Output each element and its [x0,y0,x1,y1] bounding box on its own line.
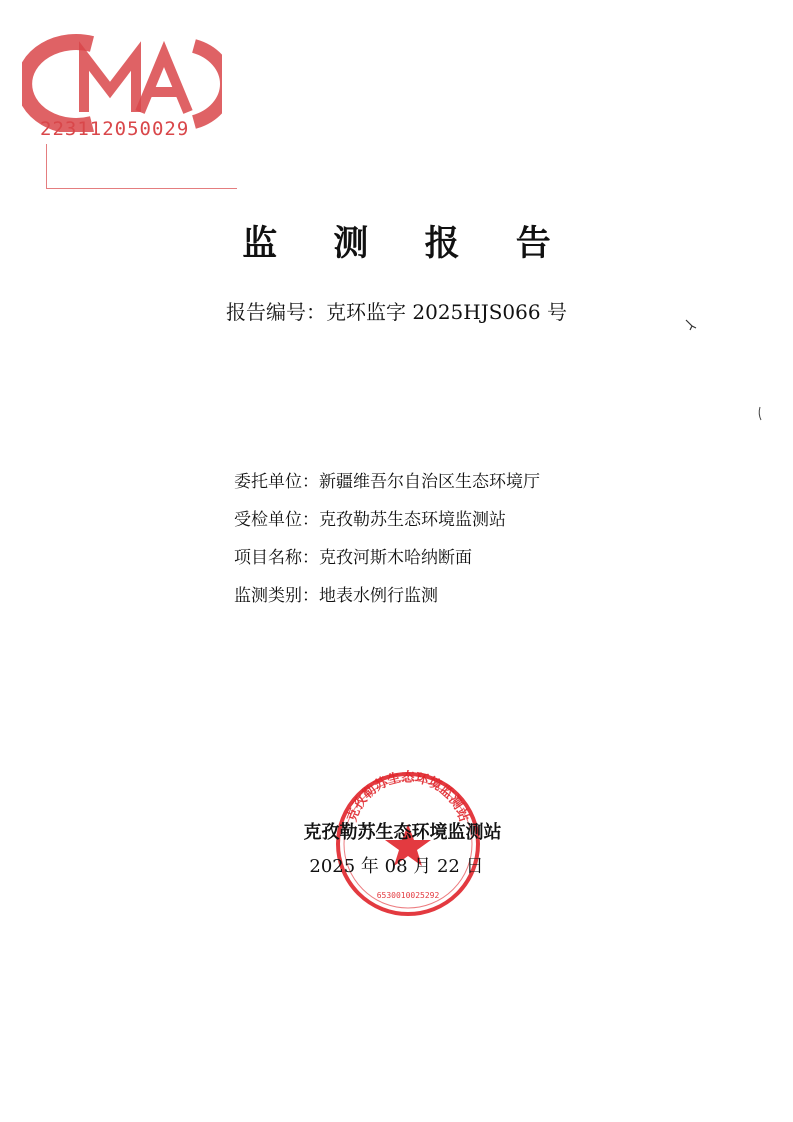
info-row-client [234,470,540,508]
scan-speck-icon [684,318,698,332]
seal-code: 6530010025292 [376,891,440,900]
info-label: 项目名称： [234,548,319,568]
cma-stamp-code: 223112050029 [40,118,190,140]
scan-speck-icon [756,406,764,422]
seal-text: 克孜勒苏生态环境监测站 [344,770,472,824]
cma-logo-icon [22,32,222,132]
info-label: 受检单位： [234,510,319,530]
info-label: 监测类别： [234,586,319,606]
issue-date: 2025 年 08 月 22 日 [309,856,484,877]
page-title: 监 测 报 告 [242,224,573,264]
info-label: 委托单位： [234,472,319,492]
report-number-label: 报告编号： [226,300,327,324]
svg-text:克孜勒苏生态环境监测站 [344,770,472,824]
info-value: 新疆维吾尔自治区生态环境厅 [319,472,540,492]
report-info-block [234,470,540,622]
info-value: 克孜勒苏生态环境监测站 [319,510,506,530]
issuing-organization: 克孜勒苏生态环境监测站 [303,822,502,843]
report-number-value: 克环监字 2025HJS066 号 [326,300,567,324]
cma-certification-stamp [22,32,222,162]
info-row-monitoring-type [234,584,540,622]
info-row-inspected-unit [234,508,540,546]
info-value: 克孜河斯木哈纳断面 [319,548,472,568]
report-number [0,296,793,325]
info-row-project-name [234,546,540,584]
cma-stamp-border [46,144,237,189]
info-value: 地表水例行监测 [319,586,438,606]
report-footer [0,818,793,878]
